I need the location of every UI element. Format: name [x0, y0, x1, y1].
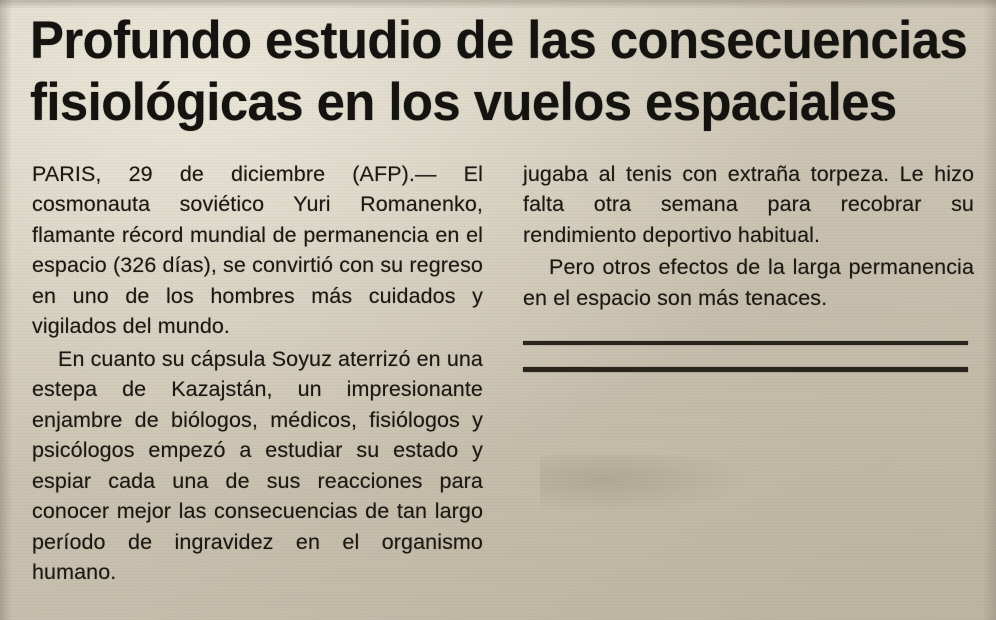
clipping-right-edge-shadow	[982, 0, 996, 620]
article-paragraph: Pero otros efectos de la larga permanencia en el espacio son más tenaces.	[523, 255, 974, 310]
clipping-top-edge-shadow	[0, 0, 996, 9]
article-column-right	[523, 159, 974, 588]
column-divider-rules	[523, 341, 974, 372]
headline-line-2: fisiológicas en los vuelos espaciales	[30, 73, 897, 133]
article-paragraph: En cuanto su cápsula Soyuz aterrizó en una estepa de Kazajstán, un impresionante enjambre de biólogos, médicos, fisiólogos y psicólogos empezó a estudiar su estado y espiar cada una de sus reacciones para conocer mejor las consecuencias de tan largo período de ingravidez en el organismo humano.	[32, 346, 483, 585]
article-headline	[30, 11, 968, 133]
article-body	[22, 159, 974, 588]
article-column-left	[32, 159, 483, 588]
article-paragraph: jugaba al tenis con extraña torpeza. Le hizo falta otra semana para recobrar su rendimiento deportivo habitual.	[523, 161, 974, 247]
article-paragraph: PARIS, 29 de diciembre (AFP).— El cosmonauta soviético Yuri Romanenko, flamante récord mundial de permanencia en el espacio (326 días), se convirtió con su regreso en uno de los hombres más cuidados y vigilados del mundo.	[32, 161, 483, 339]
clipping-left-edge-shadow	[0, 0, 12, 620]
horizontal-rule-top	[523, 341, 968, 345]
headline-line-1: Profundo estudio de las consecuencias	[30, 11, 968, 70]
horizontal-rule-bottom	[523, 367, 968, 372]
